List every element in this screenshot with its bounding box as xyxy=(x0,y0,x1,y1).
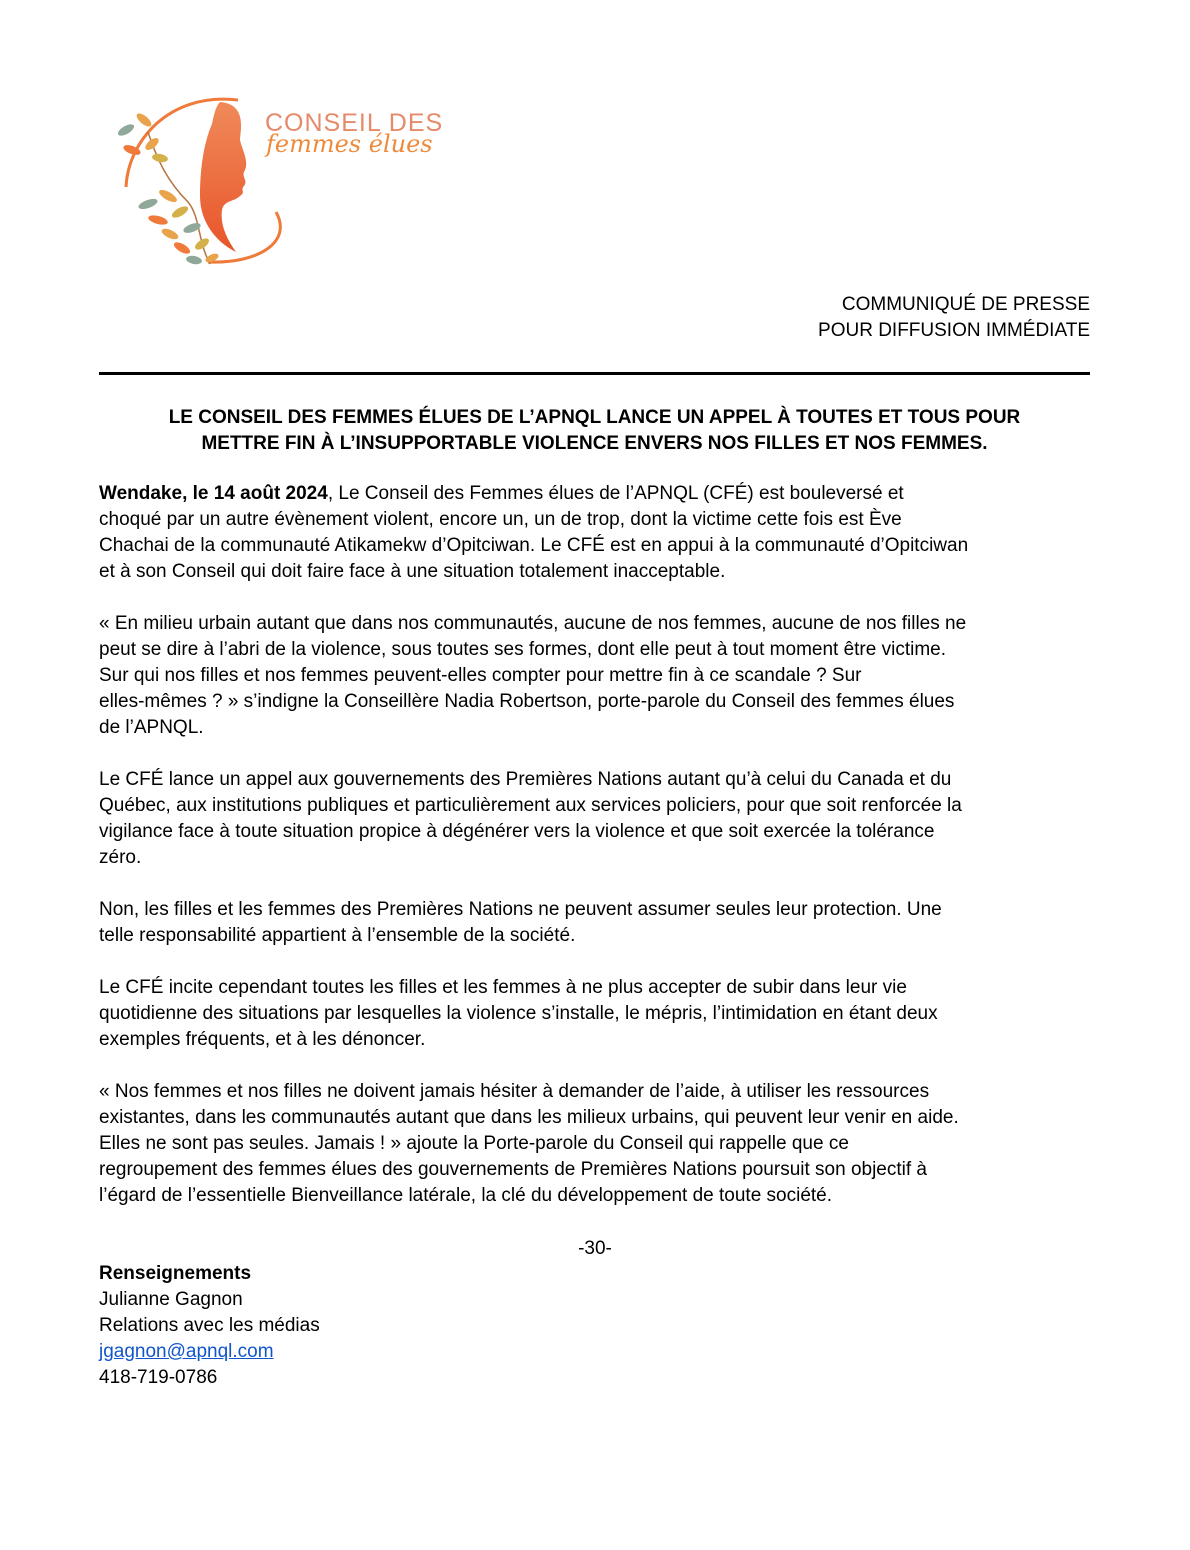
paragraph-line: Québec, aux institutions publiques et particulièrement aux services policiers, pour que soit renforcée la xyxy=(99,795,962,816)
paragraph-3 xyxy=(99,767,1099,871)
paragraph-line: telle responsabilité appartient à l’ensemble de la société. xyxy=(99,925,576,946)
paragraph-line-text: , Le Conseil des Femmes élues de l’APNQL (CFÉ) est bouleversé et xyxy=(327,483,904,504)
contact-heading: Renseignements xyxy=(99,1263,252,1284)
paragraph-line: et à son Conseil qui doit faire face à une situation totalement inacceptable. xyxy=(99,561,726,582)
paragraph-line: quotidienne des situations par lesquelles la violence s’installe, le mépris, l’intimidation en étant deux xyxy=(99,1003,938,1024)
end-mark: -30- xyxy=(578,1238,612,1259)
paragraph-line: peut se dire à l’abri de la violence, sous toutes ses formes, dont elle peut à tout moment être victime. xyxy=(99,639,946,660)
paragraph-line: regroupement des femmes élues des gouvernements de Premières Nations poursuit son objectif à xyxy=(99,1159,927,1180)
paragraph-line: « En milieu urbain autant que dans nos communautés, aucune de nos femmes, aucune de nos filles ne xyxy=(99,613,967,634)
paragraph-line xyxy=(99,481,1099,507)
contact-email-link[interactable]: jgagnon@apnql.com xyxy=(99,1341,274,1362)
headline xyxy=(99,405,1090,457)
organization-logo xyxy=(108,92,458,272)
paragraph-line: zéro. xyxy=(99,847,142,868)
press-release-line-1: COMMUNIQUÉ DE PRESSE xyxy=(841,294,1090,315)
paragraph-6 xyxy=(99,1079,1099,1209)
paragraph-line: existantes, dans les communautés autant que dans les milieux urbains, qui peuvent leur venir en aide. xyxy=(99,1107,959,1128)
logo-text-femmes-elues: femmes élues xyxy=(266,130,433,158)
paragraph-line: « Nos femmes et nos filles ne doivent jamais hésiter à demander de l’aide, à utiliser les ressources xyxy=(99,1081,930,1102)
paragraph-5 xyxy=(99,975,1099,1053)
contact-phone: 418-719-0786 xyxy=(99,1367,218,1388)
logo-text-conseil-des: CONSEIL DES xyxy=(265,109,444,137)
paragraph-line: choqué par un autre évènement violent, encore un, un de trop, dont la victime cette fois est Ève xyxy=(99,509,902,530)
paragraph-line: elles-mêmes ? » s’indigne la Conseillère Nadia Robertson, porte-parole du Conseil des femmes élues xyxy=(99,691,955,712)
paragraph-line: exemples fréquents, et à les dénoncer. xyxy=(99,1029,426,1050)
article-body xyxy=(99,481,1099,1235)
headline-line-1: LE CONSEIL DES FEMMES ÉLUES DE L’APNQL LANCE UN APPEL À TOUTES ET TOUS POUR xyxy=(168,407,1021,428)
paragraph-line: Chachai de la communauté Atikamekw d’Opitciwan. Le CFÉ est en appui à la communauté d’Opitciwan xyxy=(99,535,969,556)
paragraph-line: Elles ne sont pas seules. Jamais ! » ajoute la Porte-parole du Conseil qui rappelle que ce xyxy=(99,1133,849,1154)
headline-line-2: METTRE FIN À L’INSUPPORTABLE VIOLENCE ENVERS NOS FILLES ET NOS FEMMES. xyxy=(201,433,988,454)
horizontal-divider xyxy=(99,372,1090,375)
paragraph-line: Sur qui nos filles et nos femmes peuvent-elles compter pour mettre fin à ce scandale ? Sur xyxy=(99,665,862,686)
paragraph-line: Le CFÉ lance un appel aux gouvernements des Premières Nations autant qu’à celui du Canada et du xyxy=(99,769,952,790)
paragraph-line: l’égard de l’essentielle Bienveillance latérale, la clé du développement de toute société. xyxy=(99,1185,833,1206)
paragraph-2 xyxy=(99,611,1099,741)
paragraph-line: Le CFÉ incite cependant toutes les filles et les femmes à ne plus accepter de subir dans leur vie xyxy=(99,977,907,998)
press-release-label xyxy=(818,292,1090,344)
press-release-line-2: POUR DIFFUSION IMMÉDIATE xyxy=(818,320,1090,341)
contact-role: Relations avec les médias xyxy=(99,1315,320,1336)
contact-name: Julianne Gagnon xyxy=(99,1289,243,1310)
dateline: Wendake, le 14 août 2024 xyxy=(99,483,328,504)
paragraph-line: de l’APNQL. xyxy=(99,717,204,738)
paragraph-line: vigilance face à toute situation propice à dégénérer vers la violence et que soit exercée la tolérance xyxy=(99,821,935,842)
paragraph-1 xyxy=(99,481,1099,585)
paragraph-line: Non, les filles et les femmes des Premières Nations ne peuvent assumer seules leur protection. Une xyxy=(99,899,942,920)
contact-block xyxy=(99,1261,320,1391)
paragraph-4 xyxy=(99,897,1099,949)
